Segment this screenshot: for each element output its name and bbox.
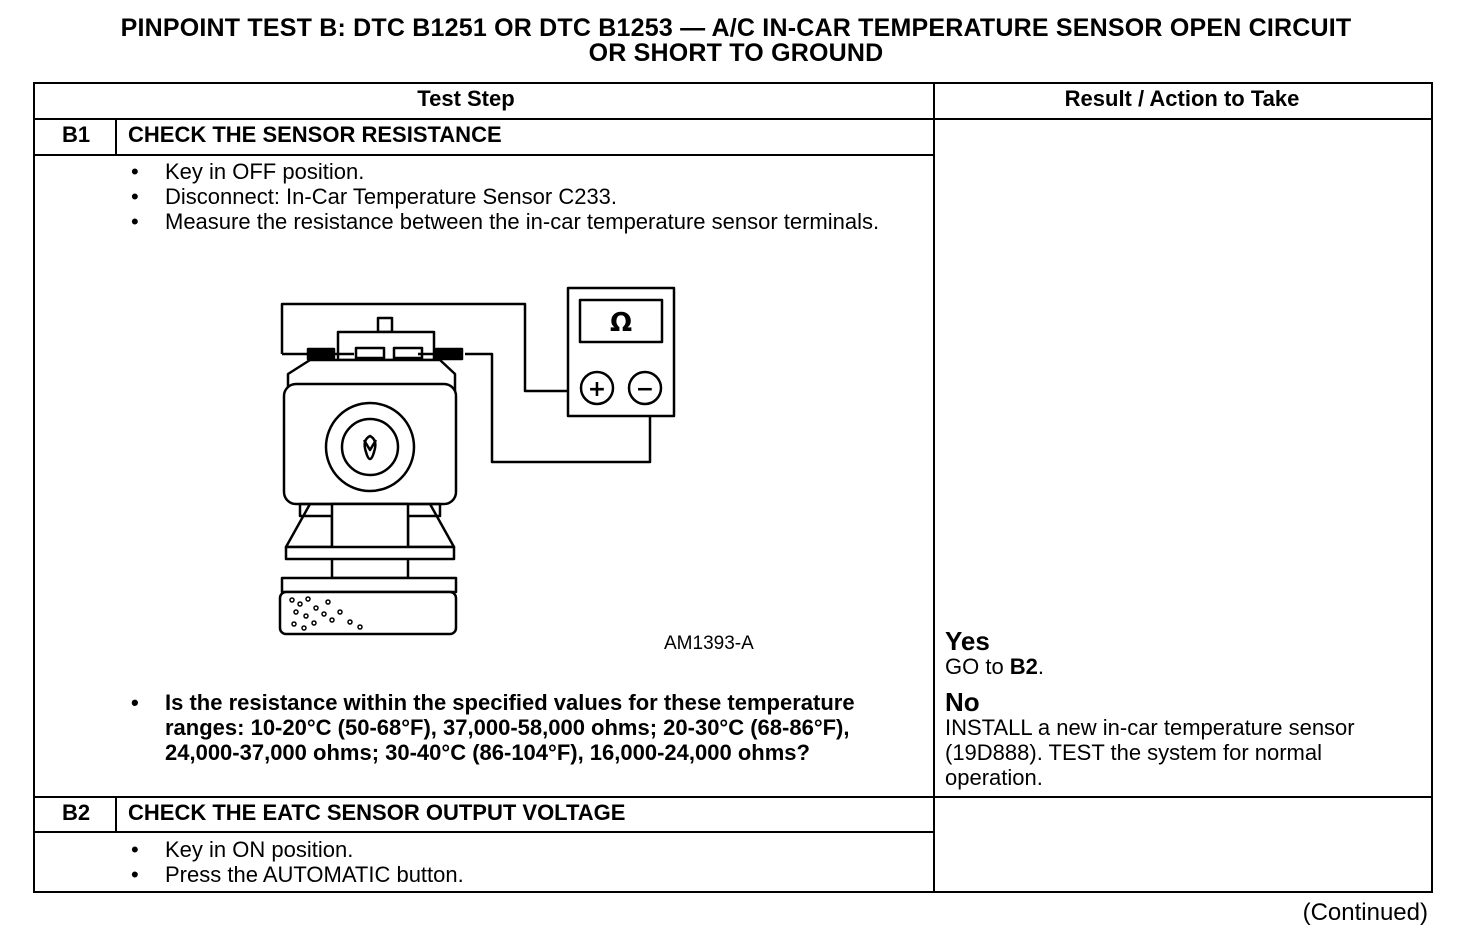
- figure-label: AM1393-A: [664, 633, 754, 654]
- b2-instructions: [128, 837, 908, 887]
- result-yes-prefix: GO to: [945, 654, 1010, 679]
- sensor-right-leg: [408, 504, 454, 547]
- title-line-2: OR SHORT TO GROUND: [588, 39, 884, 67]
- b1-instruction-2: • Disconnect: In-Car Temperature Sensor C233.: [128, 184, 908, 209]
- b1-instruction-1: • Key in OFF position.: [128, 159, 908, 184]
- b1-question: [128, 690, 918, 765]
- connector-housing: [338, 332, 434, 360]
- sensor-stem: [332, 504, 408, 578]
- step-title-b1: CHECK THE SENSOR RESISTANCE: [128, 122, 502, 147]
- b2-instruction-1: • Key in ON position.: [128, 837, 908, 862]
- header-test-step: Test Step: [417, 86, 515, 111]
- pinpoint-test-title: [0, 16, 1472, 66]
- rule-under-header: [35, 118, 1431, 120]
- b1-instruction-3: • Measure the resistance between the in-car temperature sensor terminals.: [128, 209, 908, 234]
- rule-above-b2: [35, 796, 1431, 798]
- header-result-action: Result / Action to Take: [1064, 86, 1300, 111]
- connector-tab: [378, 318, 392, 332]
- column-divider: [933, 84, 935, 891]
- step-title-b2: CHECK THE EATC SENSOR OUTPUT VOLTAGE: [128, 800, 626, 825]
- b1-question-text: • Is the resistance within the specified values for these temperature ranges: 10-20°C (50-68°F), 37,000-58,000 ohms; 20-30°C (68-86°F), 24,000-37,000 ohms; 30-40°C (86-104°F), 16,000-24,000 ohms?: [128, 690, 918, 765]
- result-no-action: INSTALL a new in-car temperature sensor (19D888). TEST the system for normal operation.: [945, 715, 1355, 790]
- title-line-1: PINPOINT TEST B: DTC B1251 OR DTC B1253 — A/C IN-CAR TEMPERATURE SENSOR OPEN CIRCUIT: [120, 14, 1352, 42]
- sensor-crossbar: [286, 547, 454, 559]
- step-id-b1: B1: [61, 122, 91, 147]
- result-yes-label: Yes: [945, 626, 990, 656]
- negative-symbol: −: [635, 377, 655, 402]
- sensor-base-top: [282, 578, 456, 592]
- step-id-b2: B2: [61, 800, 91, 825]
- b2-instruction-2: • Press the AUTOMATIC button.: [128, 862, 908, 887]
- sensor-left-leg: [286, 504, 332, 547]
- probe-tip-left: [308, 349, 334, 359]
- result-yes-action: [945, 654, 1425, 679]
- ohm-symbol: Ω: [609, 308, 633, 338]
- rule-under-b1-title: [35, 154, 933, 156]
- result-no-label: No: [945, 687, 980, 717]
- sensor-ohmmeter-diagram: [270, 282, 720, 662]
- rule-under-b2-title: [35, 831, 933, 833]
- result-yes-target-link[interactable]: B2: [1009, 654, 1038, 679]
- positive-symbol: +: [587, 377, 607, 402]
- probe-tip-right: [436, 349, 462, 359]
- result-yes-suffix: .: [1037, 654, 1045, 679]
- continued-note: (Continued): [1302, 899, 1428, 926]
- b1-instructions: [128, 159, 908, 234]
